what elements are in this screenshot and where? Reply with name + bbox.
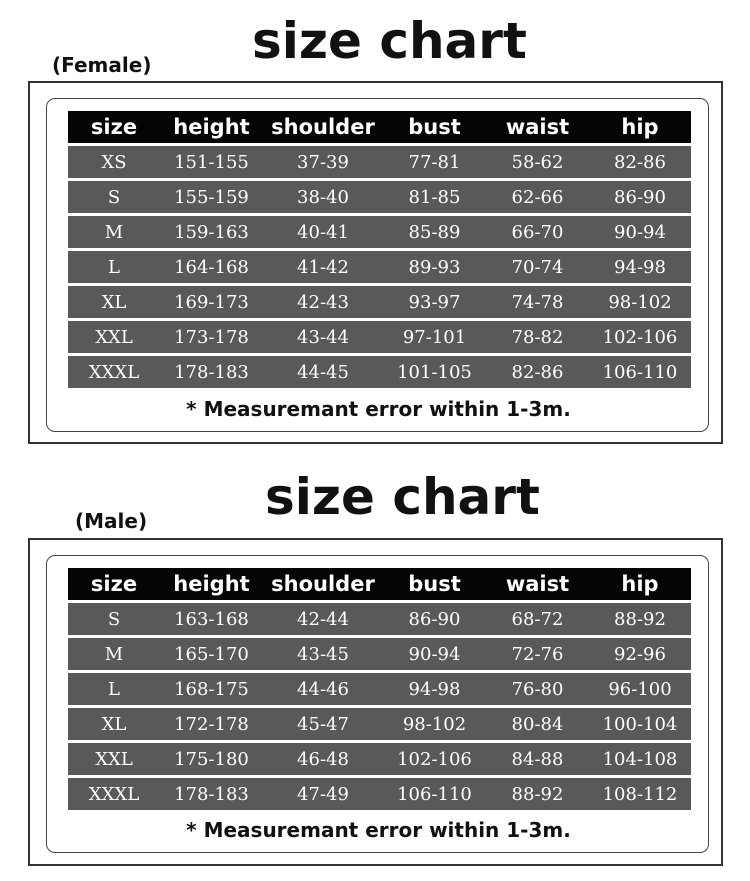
cell-waist: 80-84 (486, 708, 589, 740)
female-chart-panel (46, 98, 709, 432)
cell-bust: 90-94 (383, 638, 486, 670)
cell-height: 169-173 (160, 286, 263, 318)
cell-hip: 96-100 (589, 673, 691, 705)
male-size-table (68, 565, 691, 813)
column-header-size: size (68, 111, 160, 143)
cell-bust: 89-93 (383, 251, 486, 283)
cell-height: 178-183 (160, 778, 263, 810)
cell-hip: 86-90 (589, 181, 691, 213)
cell-bust: 97-101 (383, 321, 486, 353)
cell-bust: 101-105 (383, 356, 486, 388)
column-header-waist: waist (486, 111, 589, 143)
cell-waist: 66-70 (486, 216, 589, 248)
table-row (68, 743, 691, 775)
table-row (68, 673, 691, 705)
cell-shoulder: 38-40 (263, 181, 383, 213)
cell-size: S (68, 181, 160, 213)
cell-shoulder: 42-43 (263, 286, 383, 318)
female-chart-title: size chart (252, 12, 527, 70)
column-header-height: height (160, 568, 263, 600)
male-measurement-note: * Measuremant error within 1-3m. (186, 818, 571, 842)
column-header-height: height (160, 111, 263, 143)
cell-height: 173-178 (160, 321, 263, 353)
cell-size: XXL (68, 321, 160, 353)
cell-bust: 81-85 (383, 181, 486, 213)
cell-hip: 102-106 (589, 321, 691, 353)
cell-height: 178-183 (160, 356, 263, 388)
cell-waist: 82-86 (486, 356, 589, 388)
cell-shoulder: 43-45 (263, 638, 383, 670)
cell-waist: 70-74 (486, 251, 589, 283)
cell-bust: 77-81 (383, 146, 486, 178)
cell-size: M (68, 638, 160, 670)
table-row (68, 251, 691, 283)
column-header-bust: bust (383, 111, 486, 143)
cell-hip: 88-92 (589, 603, 691, 635)
table-row (68, 146, 691, 178)
column-header-bust: bust (383, 568, 486, 600)
female-measurement-note: * Measuremant error within 1-3m. (186, 397, 571, 421)
table-row (68, 708, 691, 740)
cell-hip: 98-102 (589, 286, 691, 318)
cell-size: M (68, 216, 160, 248)
cell-bust: 98-102 (383, 708, 486, 740)
table-row (68, 603, 691, 635)
cell-waist: 72-76 (486, 638, 589, 670)
cell-height: 175-180 (160, 743, 263, 775)
cell-waist: 88-92 (486, 778, 589, 810)
cell-height: 168-175 (160, 673, 263, 705)
cell-size: L (68, 673, 160, 705)
cell-size: XL (68, 708, 160, 740)
cell-shoulder: 37-39 (263, 146, 383, 178)
male-chart-panel (46, 555, 709, 853)
cell-size: XL (68, 286, 160, 318)
cell-height: 172-178 (160, 708, 263, 740)
male-chart-frame (28, 538, 723, 866)
table-row (68, 778, 691, 810)
cell-waist: 58-62 (486, 146, 589, 178)
cell-size: XXL (68, 743, 160, 775)
table-row (68, 638, 691, 670)
column-header-waist: waist (486, 568, 589, 600)
table-row (68, 321, 691, 353)
table-row (68, 286, 691, 318)
cell-bust: 94-98 (383, 673, 486, 705)
male-chart-title: size chart (265, 468, 540, 526)
cell-shoulder: 44-45 (263, 356, 383, 388)
cell-shoulder: 47-49 (263, 778, 383, 810)
cell-shoulder: 46-48 (263, 743, 383, 775)
cell-bust: 86-90 (383, 603, 486, 635)
cell-bust: 102-106 (383, 743, 486, 775)
cell-height: 163-168 (160, 603, 263, 635)
cell-waist: 68-72 (486, 603, 589, 635)
cell-waist: 76-80 (486, 673, 589, 705)
cell-bust: 106-110 (383, 778, 486, 810)
cell-hip: 82-86 (589, 146, 691, 178)
column-header-size: size (68, 568, 160, 600)
cell-bust: 93-97 (383, 286, 486, 318)
table-row (68, 181, 691, 213)
cell-hip: 106-110 (589, 356, 691, 388)
cell-shoulder: 42-44 (263, 603, 383, 635)
cell-height: 164-168 (160, 251, 263, 283)
cell-shoulder: 45-47 (263, 708, 383, 740)
cell-waist: 74-78 (486, 286, 589, 318)
cell-hip: 94-98 (589, 251, 691, 283)
cell-hip: 100-104 (589, 708, 691, 740)
cell-height: 165-170 (160, 638, 263, 670)
female-chart-frame (28, 81, 723, 444)
male-table-header (68, 568, 691, 600)
cell-size: XXXL (68, 778, 160, 810)
cell-hip: 104-108 (589, 743, 691, 775)
cell-size: S (68, 603, 160, 635)
cell-shoulder: 43-44 (263, 321, 383, 353)
cell-size: XS (68, 146, 160, 178)
cell-hip: 92-96 (589, 638, 691, 670)
cell-shoulder: 41-42 (263, 251, 383, 283)
cell-height: 151-155 (160, 146, 263, 178)
cell-shoulder: 40-41 (263, 216, 383, 248)
female-label: (Female) (52, 53, 152, 77)
cell-hip: 90-94 (589, 216, 691, 248)
cell-height: 155-159 (160, 181, 263, 213)
table-row (68, 216, 691, 248)
table-row (68, 356, 691, 388)
cell-waist: 62-66 (486, 181, 589, 213)
cell-size: L (68, 251, 160, 283)
cell-height: 159-163 (160, 216, 263, 248)
column-header-hip: hip (589, 568, 691, 600)
cell-waist: 84-88 (486, 743, 589, 775)
cell-waist: 78-82 (486, 321, 589, 353)
cell-bust: 85-89 (383, 216, 486, 248)
cell-shoulder: 44-46 (263, 673, 383, 705)
cell-hip: 108-112 (589, 778, 691, 810)
female-size-table (68, 108, 691, 391)
column-header-hip: hip (589, 111, 691, 143)
cell-size: XXXL (68, 356, 160, 388)
female-table-header (68, 111, 691, 143)
male-label: (Male) (75, 509, 148, 533)
column-header-shoulder: shoulder (263, 111, 383, 143)
column-header-shoulder: shoulder (263, 568, 383, 600)
